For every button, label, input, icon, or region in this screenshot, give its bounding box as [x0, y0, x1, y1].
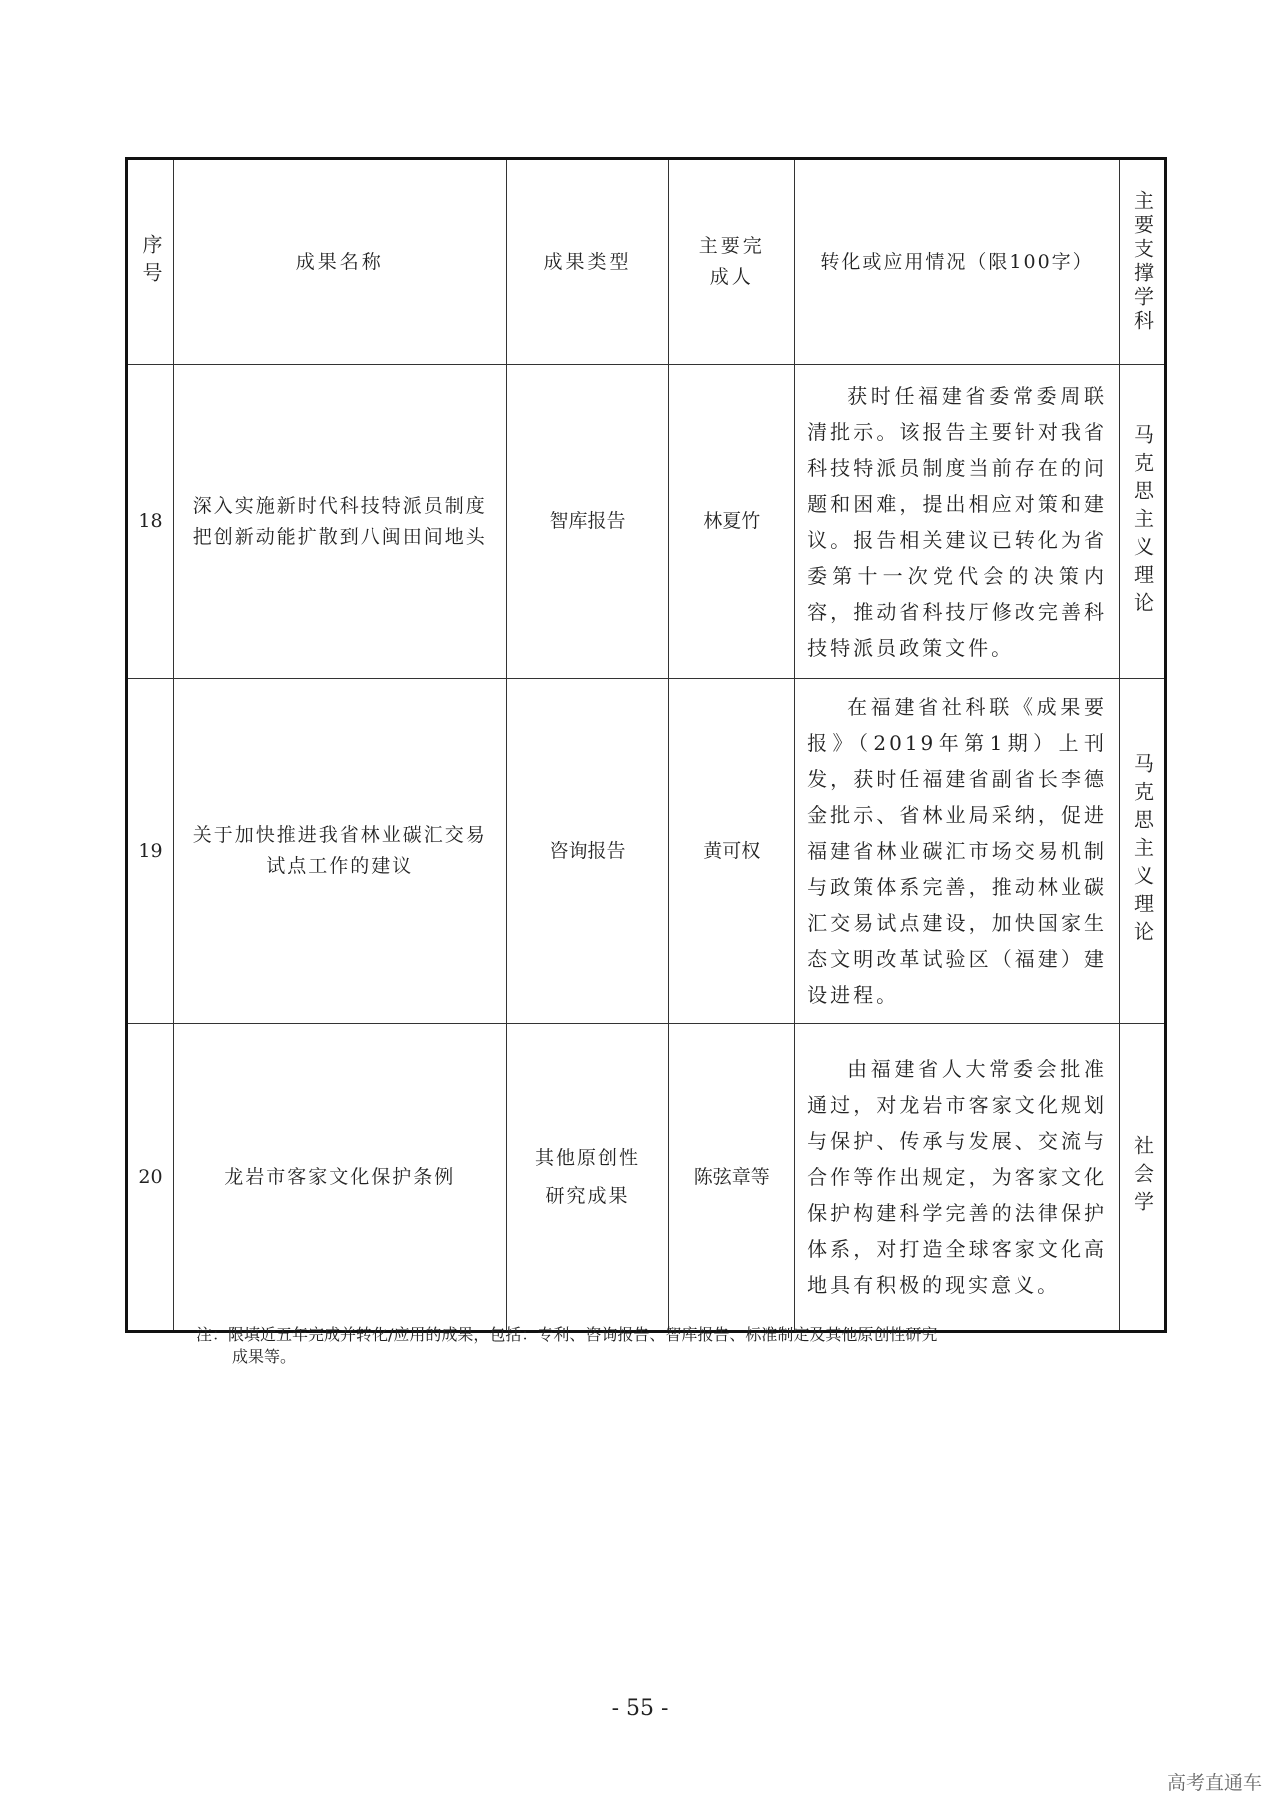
table-row: [127, 365, 1166, 679]
row-name: 龙岩市客家文化保护条例: [173, 1024, 506, 1332]
row-discipline: 社会学: [1130, 1135, 1155, 1219]
table-row: [127, 1024, 1166, 1332]
row-discipline: 马克思主义理论: [1130, 753, 1155, 949]
row-type: 咨询报告: [506, 679, 669, 1024]
row-type: 智库报告: [506, 365, 669, 679]
footnote-line: 注：限填近五年完成并转化/应用的成果，包括：专利、咨询报告、智库报告、标准制定及其他原创性研究: [196, 1325, 938, 1344]
header-author: 主要完成人: [669, 159, 795, 365]
table-footnote: [196, 1324, 1096, 1368]
header-application: 转化或应用情况（限100字）: [795, 159, 1120, 365]
page-number: - 55 -: [611, 1696, 669, 1721]
table-header-row: [127, 159, 1166, 365]
row-seq: 20: [127, 1024, 174, 1332]
header-seq: 序号: [138, 234, 163, 290]
row-name: 深入实施新时代科技特派员制度把创新动能扩散到八闽田间地头: [173, 365, 506, 679]
header-discipline: 主要支撑学科: [1130, 190, 1155, 334]
watermark: 高考直通车: [1166, 1772, 1262, 1794]
header-type: 成果类型: [506, 159, 669, 365]
footnote-line: 成果等。: [232, 1347, 297, 1366]
row-application: 获时任福建省委常委周联清批示。该报告主要针对我省科技特派员制度当前存在的问题和困难，提出相应对策和建议。报告相关建议已转化为省委第十一次党代会的决策内容，推动省科技厅修改完善科技特派员政策文件。: [795, 365, 1120, 679]
row-name: 关于加快推进我省林业碳汇交易试点工作的建议: [173, 679, 506, 1024]
row-seq: 19: [127, 679, 174, 1024]
row-author: 黄可权: [669, 679, 795, 1024]
row-seq: 18: [127, 365, 174, 679]
row-type: 其他原创性研究成果: [506, 1024, 669, 1332]
row-application: 在福建省社科联《成果要报》（2019年第1期）上刊发，获时任福建省副省长李德金批示、省林业局采纳，促进福建省林业碳汇市场交易机制与政策体系完善，推动林业碳汇交易试点建设，加快国家生态文明改革试验区（福建）建设进程。: [795, 679, 1120, 1024]
row-application: 由福建省人大常委会批准通过，对龙岩市客家文化规划与保护、传承与发展、交流与合作等作出规定，为客家文化保护构建科学完善的法律保护体系，对打造全球客家文化高地具有积极的现实意义。: [795, 1024, 1120, 1332]
header-name: 成果名称: [173, 159, 506, 365]
row-author: 林夏竹: [669, 365, 795, 679]
achievements-table: [125, 157, 1167, 1333]
row-discipline: 马克思主义理论: [1130, 423, 1155, 620]
table-row: [127, 679, 1166, 1024]
row-author: 陈弦章等: [669, 1024, 795, 1332]
